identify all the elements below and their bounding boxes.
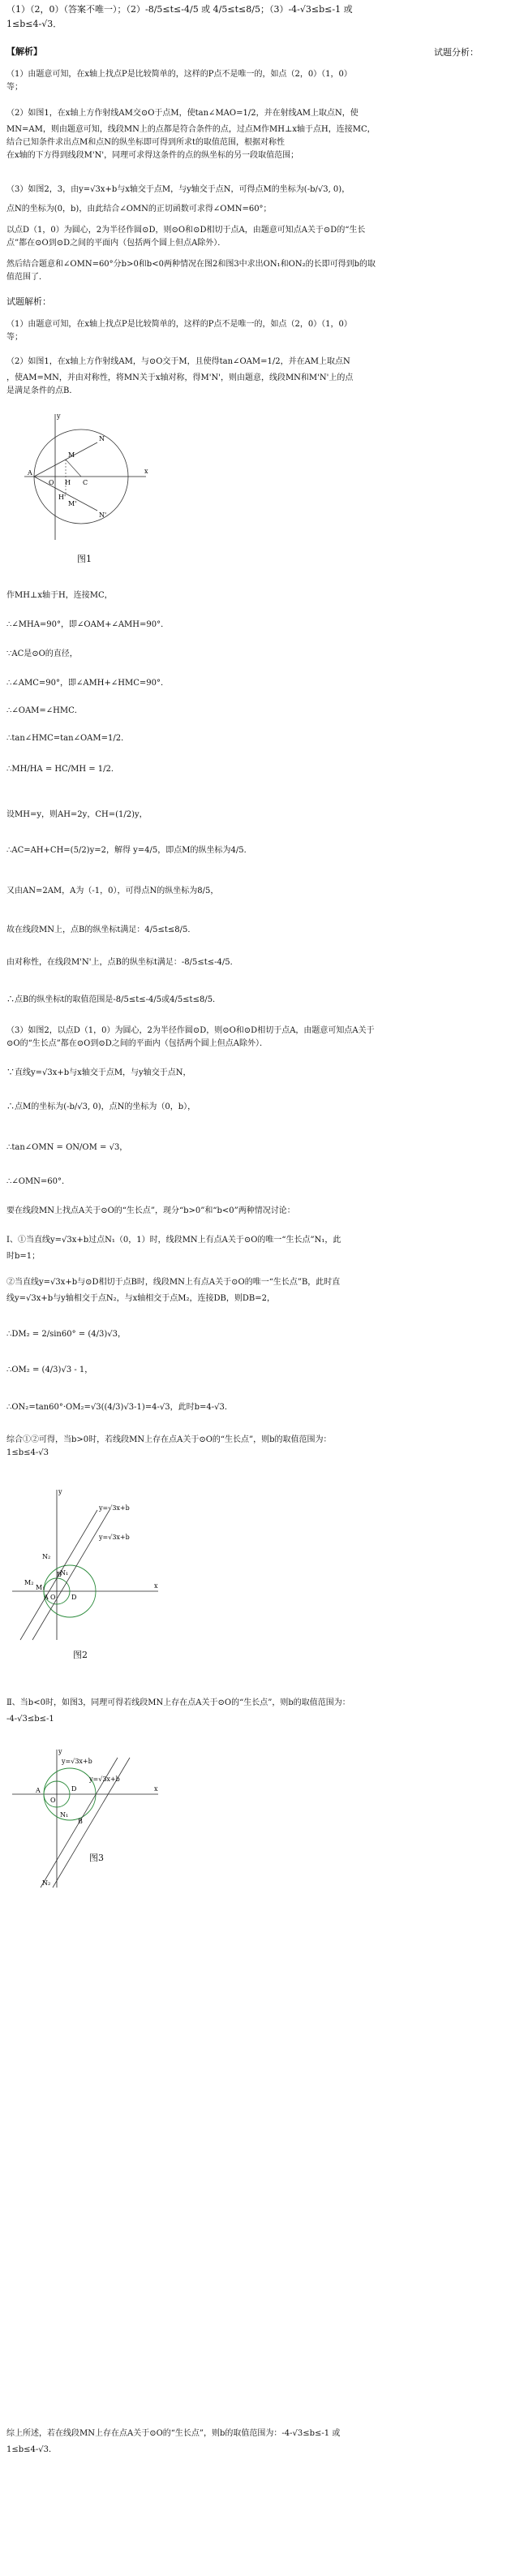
solution-line: （2）如图1，在x轴上方作射线AM，与⊙O交于M，且使得tan∠OAM=1/2，并在AM上取点N: [6, 357, 350, 366]
fig2-B-label: B: [57, 1571, 62, 1578]
fig2-M1-label: M₁: [36, 1584, 45, 1591]
analysis-line: 值范围了．: [6, 273, 47, 282]
step-line: ∴tan∠OMN = ON/OM = √3，: [6, 1143, 128, 1152]
analysis-line: 然后结合题意和∠OMN=60°分b>0和b<0两种情况在图2和图3中求出ON₁和ON₂的长即可得到b的取: [6, 260, 376, 269]
answer-line-2: 1≤b≤4-√3．: [6, 19, 62, 29]
fig1-C-label: C: [83, 479, 88, 486]
step-line: ②当直线y=√3x+b与⊙D相切于点B时，线段MN上有点A关于⊙O的唯一“生长点”B，此时直: [6, 1278, 341, 1287]
conclusion-line-1: 综上所述，若在线段MN上存在点A关于⊙O的“生长点”，则b的取值范围为：-4-√3≤b≤-1 或: [6, 2429, 341, 2438]
solution-line: ，使AM=MN，并由对称性，将MN关于x轴对称，得M'N'，则由题意，线段MN和M'N'上的点: [6, 373, 354, 382]
step-line: 作MH⊥x轴于H，连接MC，: [6, 591, 113, 600]
fig1-y-label: y: [57, 412, 61, 420]
step-line: 要在线段MN上找点A关于⊙O的“生长点”，现分“b>0”和“b<0”两种情况讨论：: [6, 1206, 295, 1215]
fig2-y-label: y: [58, 1488, 62, 1495]
fig1-O-label: O: [49, 479, 54, 486]
analysis-line: （3）如图2，3，由y=√3x+b与x轴交于点M，与y轴交于点N，可得点M的坐标为(-b/√3, 0)，: [6, 185, 350, 194]
step-line: 设MH=y，则AH=2y，CH=(1/2)y，: [6, 810, 148, 819]
fig2-eq2-label: y=√3x+b: [99, 1534, 130, 1541]
trial-analysis-label: 试题分析：: [434, 47, 479, 58]
fig3-y-label: y: [58, 1748, 62, 1755]
analysis-line: 在x轴的下方得到线段M'N'，同理可求得这条件的点的纵坐标的另一段取值范围；: [6, 151, 299, 160]
step-line: 线y=√3x+b与y轴相交于点N₂，与x轴相交于点M₂，连接DB，则DB=2，: [6, 1294, 275, 1303]
fig3-eq1-label: y=√3x+b: [62, 1758, 92, 1765]
fig1-caption: 图1: [77, 554, 92, 564]
fig3-N1-label: N₁: [60, 1811, 69, 1819]
step-line: ∴ON₂=tan60°·OM₂=√3((4/3)√3-1)=4-√3，此时b=4-√3．: [6, 1403, 233, 1412]
fig2-caption: 图2: [73, 1650, 88, 1660]
fig1-H-label: H: [65, 479, 71, 486]
step-line: ∴MH/HA = HC/MH = 1/2．: [6, 765, 119, 774]
step-line: ∵AC是⊙O的直径，: [6, 649, 78, 658]
step-line: 1≤b≤4-√3: [6, 1448, 49, 1457]
analysis-line: （2）如图1，在x轴上方作射线AM交⊙O于点M，使tan∠MAO=1/2，并在射线AM上取点N，使: [6, 109, 359, 118]
fig3-x-label: x: [154, 1785, 158, 1793]
analysis-line: 结合已知条件求出点M和点N的纵坐标即可得到所求t的取值范围，根据对称性: [6, 138, 286, 147]
step-line: ∴tan∠HMC=tan∠OAM=1/2．: [6, 734, 130, 743]
fig1-Mp-label: M': [68, 500, 77, 507]
figure-2: [8, 1486, 162, 1644]
step-line: ⊙O的“生长点”都在⊙O到⊙D之间的平面内（包括两个圆上但点A除外）．: [6, 1039, 268, 1048]
fig1-A-label: A: [28, 469, 32, 477]
fig3-N2-label: N₂: [42, 1879, 51, 1887]
fig2-A-label: A: [44, 1594, 49, 1601]
fig1-Np-label: N': [99, 511, 107, 519]
step-line: ∴DM₂ = 2/sin60° = (4/3)√3，: [6, 1330, 126, 1339]
analysis-line: （1）由题意可知，在x轴上找点P是比较简单的，这样的P点不是唯一的，如点（2，0）（1，0）: [6, 70, 352, 79]
analysis-line: 点N的坐标为(0，b)，由此结合∠OMN的正切函数可求得∠OMN=60°；: [6, 205, 272, 214]
step-line: ∴∠MHA=90°，即∠OAM+∠AMH=90°．: [6, 620, 170, 629]
step-line: 时b=1；: [6, 1252, 41, 1261]
fig3-B-label: B: [78, 1818, 83, 1825]
fig2-N1-label: N₁: [60, 1569, 69, 1577]
step-line: ∴∠OAM=∠HMC．: [6, 706, 83, 715]
fig1-x-label: x: [144, 468, 148, 475]
fig1-Hp-label: H': [58, 494, 67, 501]
step-line: 综合①②可得，当b>0时，若线段MN上存在点A关于⊙O的“生长点”，则b的取值范围为：: [6, 1435, 332, 1444]
step-line: ∴∠OMN=60°．: [6, 1177, 71, 1186]
fig2-M2-label: M₂: [24, 1579, 34, 1586]
step-line: ∵直线y=√3x+b与x轴交于点M，与y轴交于点N，: [6, 1068, 191, 1077]
step-line: 故在线段MN上，点B的纵坐标t满足：4/5≤t≤8/5．: [6, 926, 196, 934]
fig3-caption: 图3: [89, 1853, 104, 1863]
step-line: 由对称性，在线段M'N'上，点B的纵坐标t满足：-8/5≤t≤-4/5．: [6, 958, 238, 967]
fig2-D-label: D: [71, 1594, 77, 1601]
solution-line: 是满足条件的点B．: [6, 386, 78, 395]
case2-line: Ⅱ、当b<0时，如图3，同理可得若线段MN上存在点A关于⊙O的“生长点”，则b的取值范围为：: [6, 1698, 350, 1707]
fig3-A-label: A: [36, 1787, 41, 1794]
fig2-x-label: x: [154, 1582, 158, 1590]
step-line: ∴OM₂ = (4/3)√3 - 1，: [6, 1366, 93, 1374]
fig2-eq1-label: y=√3x+b: [99, 1504, 130, 1512]
analysis-line: MN=AM，则由题意可知，线段MN上的点都是符合条件的点，过点M作MH⊥x轴于点H，连接MC，: [6, 125, 376, 134]
fig1-M-label: M: [68, 451, 75, 459]
fig3-D-label: D: [71, 1785, 77, 1793]
step-line: ∴∠AMC=90°，即∠AMH+∠HMC=90°．: [6, 679, 169, 688]
fig3-eq2-label: y=√3x+b: [89, 1776, 120, 1783]
step-line: 又由AN=2AM，A为（-1，0），可得点N的纵坐标为8/5，: [6, 887, 219, 895]
step-line: ∴点M的坐标为(-b/√3, 0)，点N的坐标为（0，b），: [6, 1102, 196, 1111]
figure-3: [8, 1745, 162, 1892]
figure-1: [16, 410, 154, 552]
fig3-O-label: O: [50, 1797, 56, 1804]
step-line: ∴AC=AH+CH=(5/2)y=2，解得 y=4/5，即点M的纵坐标为4/5．: [6, 846, 252, 855]
fig2-N2-label: N₂: [42, 1553, 51, 1560]
case2-line: -4-√3≤b≤-1: [6, 1715, 54, 1724]
analysis-line: 以点D（1，0）为圆心，2为半径作圆⊙D，则⊙O和⊙D相切于点A，由题意可知点A关于⊙D的“生长: [6, 226, 366, 235]
conclusion-line-2: 1≤b≤4-√3．: [6, 2445, 57, 2454]
answer-line-1: （1）（2，0）（答案不唯一）；（2）-8/5≤t≤-4/5 或 4/5≤t≤8/5；（3）-4-√3≤b≤-1 或: [6, 4, 353, 15]
solution-label: 试题解析：: [6, 296, 51, 307]
step-line: Ⅰ、①当直线y=√3x+b过点N₁（0，1）时，线段MN上有点A关于⊙O的唯一“生长点”N₁，此: [6, 1236, 341, 1245]
section-label: 【解析】: [6, 46, 42, 57]
analysis-line: 点”都在⊙O到⊙D之间的平面内（包括两个圆上但点A除外）．: [6, 239, 226, 248]
step-line: （3）如图2，以点D（1，0）为圆心，2为半径作圆⊙D，则⊙O和⊙D相切于点A，由题意可知点A关于: [6, 1026, 375, 1035]
solution-line: （1）由题意可知，在x轴上找点P是比较简单的，这样的P点不是唯一的，如点（2，0）（1，0）: [6, 320, 352, 329]
step-line: ∴点B的纵坐标t的取值范围是-8/5≤t≤-4/5或4/5≤t≤8/5．: [6, 995, 221, 1004]
fig2-O-label: O: [50, 1594, 56, 1601]
solution-line: 等；: [6, 333, 23, 342]
fig1-N-label: N: [99, 435, 105, 442]
analysis-line: 等；: [6, 83, 23, 92]
